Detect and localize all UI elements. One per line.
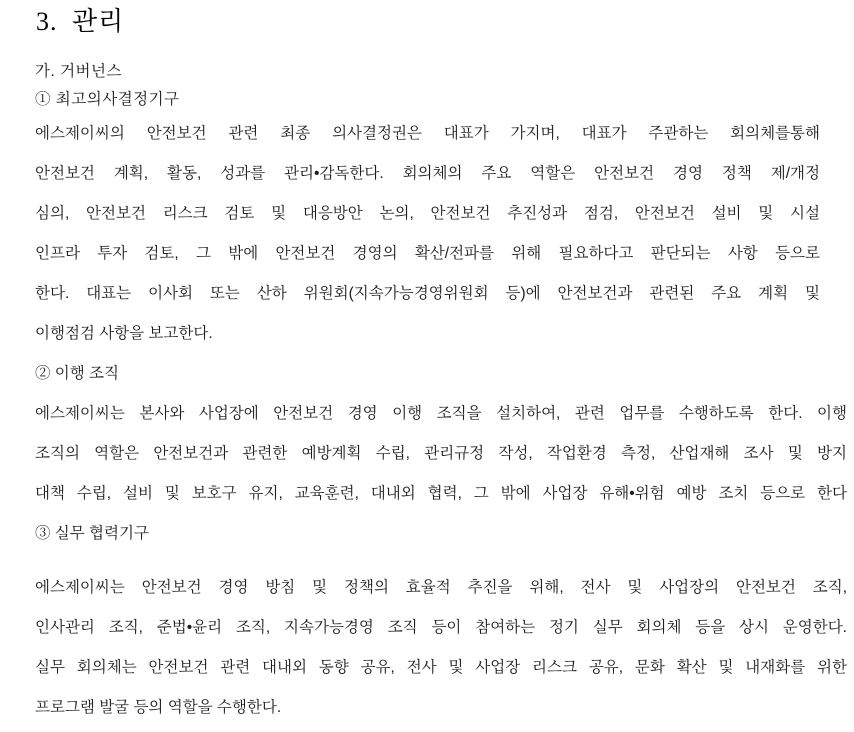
governance-section-header	[35, 58, 854, 114]
subsection-heading-decision-body: ① 최고의사결정기구	[35, 91, 180, 108]
paragraph-implementation-org	[35, 394, 847, 514]
paragraph-working-group	[35, 568, 847, 728]
text-line: 대책 수립, 설비 및 보호구 유지, 교육훈련, 대내외 협력, 그 밖에 사업장 유해•위험 예방 조치 등으로 한다	[35, 485, 847, 502]
text-line: 에스제이씨는 본사와 사업장에 안전보건 경영 이행 조직을 설치하여, 관련 업무를 수행하도록 한다. 이행	[35, 405, 847, 422]
paragraph-decision-body	[35, 114, 820, 354]
page-title: 3. 관리	[36, 7, 125, 36]
text-line: 인사관리 조직, 준법•윤리 조직, 지속가능경영 조직 등이 참여하는 정기 실무 회의체 등을 상시 운영한다.	[35, 619, 847, 636]
text-line: 프로그램 발굴 등의 역할을 수행한다.	[35, 699, 282, 716]
text-line: 안전보건 계획, 활동, 성과를 관리•감독한다. 회의체의 주요 역할은 안전보건 경영 정책 제/개정	[35, 165, 820, 182]
text-line: 에스제이씨의 안전보건 관련 최종 의사결정권은 대표가 가지며, 대표가 주관하는 회의체를통해	[35, 125, 820, 142]
subsection-heading-working-group: ③ 실무 협력기구	[35, 525, 149, 542]
text-line: 조직의 역할은 안전보건과 관련한 예방계획 수립, 관리규정 작성, 작업환경 측정, 산업재해 조사 및 방지	[35, 445, 847, 462]
text-line: 실무 회의체는 안전보건 관련 대내외 동향 공유, 전사 및 사업장 리스크 공유, 문화 확산 및 내재화를 위한	[35, 659, 847, 676]
section-heading-governance: 가. 거버넌스	[35, 63, 122, 80]
text-line: 심의, 안전보건 리스크 검토 및 대응방안 논의, 안전보건 추진성과 점검, 안전보건 설비 및 시설	[35, 205, 820, 222]
text-line: 한다. 대표는 이사회 또는 산하 위원회(지속가능경영위원회 등)에 안전보건과 관련된 주요 계획 및	[35, 285, 820, 302]
text-line: 에스제이씨는 안전보건 경영 방침 및 정책의 효율적 추진을 위해, 전사 및 사업장의 안전보건 조직,	[35, 579, 847, 596]
subsection-heading-implementation-org: ② 이행 조직	[35, 365, 120, 382]
text-line: 인프라 투자 검토, 그 밖에 안전보건 경영의 확산/전파를 위해 필요하다고 판단되는 사항 등으로	[35, 245, 820, 262]
text-line: 이행점검 사항을 보고한다.	[35, 325, 213, 342]
